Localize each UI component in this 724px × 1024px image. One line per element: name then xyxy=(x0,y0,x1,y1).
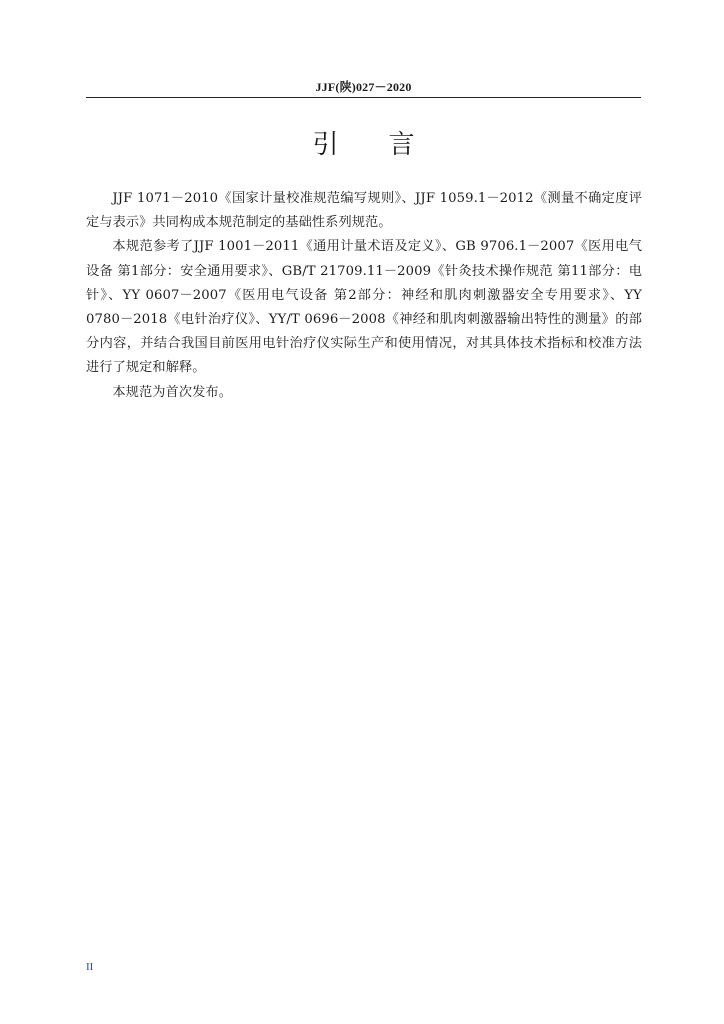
paragraph-1: JJF 1071－2010《国家计量校准规范编写规则》、JJF 1059.1－2012《测量不确定度评定与表示》共同构成本规范制定的基础性系列规范。 xyxy=(86,191,642,231)
document-code-header: JJF(陕)027－2020 xyxy=(315,80,412,94)
page-title: 引言 xyxy=(312,130,465,160)
header-divider xyxy=(86,97,641,98)
page-number: II xyxy=(86,961,94,973)
document-body xyxy=(86,187,642,405)
paragraph-3: 本规范为首次发布。 xyxy=(112,384,232,400)
paragraph-2: 本规范参考了JJF 1001－2011《通用计量术语及定义》、GB 9706.1－2007《医用电气设备 第1部分：安全通用要求》、GB/T 21709.11－2009《针灸技术操作规范 第11部分：电针》、YY 0607－2007《医用电气设备 第2部分：神经和肌肉刺激器安全专用要求》、YY 0780－2018《电针治疗仪》、YY/T 0696－2008《神经和肌肉刺激器输出特性的测量》的部分内容，并结合我国目前医用电针治疗仪实际生产和使用情况，对其具体技术指标和校准方法进行了规定和解释。 xyxy=(86,239,642,376)
